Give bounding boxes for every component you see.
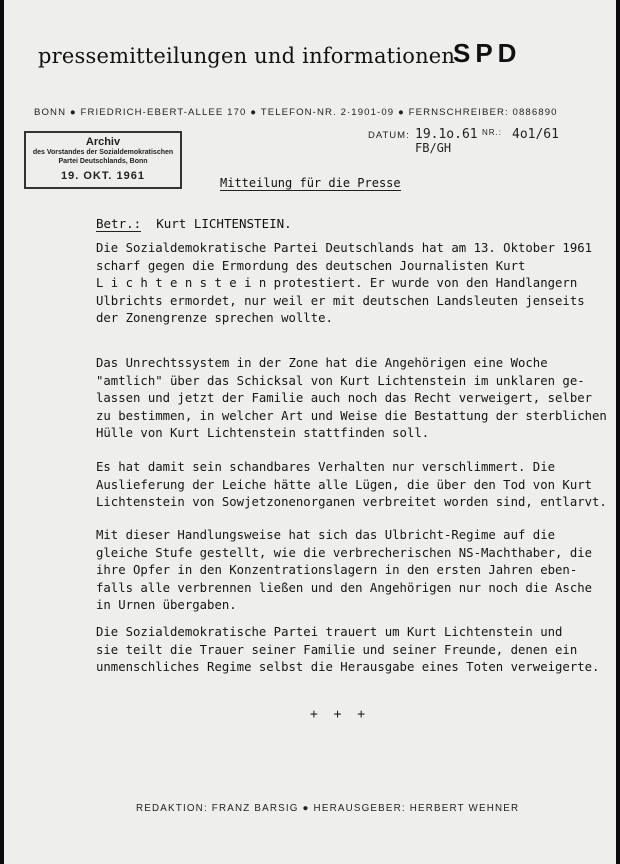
text-line: Die Sozialdemokratische Partei Deutschlands hat am 13. Oktober 1961 [96,241,593,255]
text-line: in Urnen übergaben. [96,598,237,613]
paragraph [96,624,599,677]
stamp-date: 19. OKT. 1961 [61,170,145,182]
number-label: NR.: [482,128,502,137]
letterhead-title: pressemitteilungen und informationen [38,44,456,68]
footer-credits: REDAKTION: FRANZ BARSIG ● HERAUSGEBER: HERBERT WEHNER [136,803,520,814]
stamp-title: Archiv [85,136,121,148]
subject-line: Mitteilung für die Presse [220,176,401,190]
text-line: Auslieferung der Leiche hätte alle Lügen, die über den Tod von Kurt [96,477,593,492]
paragraph [96,240,592,328]
archive-stamp [24,131,182,189]
date-value: 19.1o.61 [415,127,478,142]
stamp-line: des Vorstandes der Sozialdemokratischen [32,149,174,156]
text-line: Hülle von Kurt Lichtenstein stattfinden soll. [96,426,430,441]
stamp-line: Partei Deutschlands, Bonn [58,158,148,165]
paragraph [96,527,592,615]
text-line: Es hat damit sein schandbares Verhalten nur verschlimmert. Die [96,460,556,474]
text-line: falls alle verbrennen ließen und den Angehörigen nur noch die Asche [96,580,593,595]
text-line: Lichtenstein von Sowjetzonenorganen verbreitet worden sind, entlarvt. [96,495,607,510]
letterhead-address: BONN ● FRIEDRICH-EBERT-ALLEE 170 ● TELEFON-NR. 2·1901-09 ● FERNSCHREIBER: 0886890 [34,107,558,118]
text-line: Ulbrichts ermordet, nur weil er mit deutschen Landsleuten jenseits [96,293,585,308]
document-page [4,0,616,864]
text-line: der Zonengrenze sprechen wollte. [96,311,333,326]
spd-logo: SPD [453,38,522,68]
text-line: Mit dieser Handlungsweise hat sich das Ulbricht-Regime auf die [96,528,556,542]
text-line: Das Unrechtssystem in der Zone hat die Angehörigen eine Woche [96,356,548,370]
text-line: gleiche Stufe gestellt, wie die verbrecherischen NS-Machthaber, die [96,545,593,560]
betreff-label: Betr.: [96,216,142,231]
text-line: ihre Opfer in den Konzentrationslagern in den ersten Jahren eben- [96,563,578,578]
text-line: scharf gegen die Ermordung des deutschen Journalisten Kurt [96,258,526,273]
text-line: sie teilt die Trauer seiner Familie und seiner Freunde, denen ein [96,642,578,657]
end-marks: + + + [310,707,370,722]
text-line: Die Sozialdemokratische Partei trauert um Kurt Lichtenstein und [96,625,563,639]
date-label: DATUM: [368,130,410,141]
paragraph [96,355,607,443]
text-line: unmenschliches Regime selbst die Herausgabe eines Toten verweigerte. [96,660,600,675]
text-line: L i c h t e n s t e i n protestiert. Er wurde von den Handlangern [96,276,578,291]
betreff-line [96,216,292,231]
text-line: zu bestimmen, in welcher Art und Weise die Bestattung der sterblichen [96,408,607,423]
betreff-value: Kurt LICHTENSTEIN. [156,216,292,231]
text-line: "amtlich" über das Schicksal von Kurt Lichtenstein im unklaren ge- [96,373,585,388]
paragraph [96,459,607,512]
reference-code: FB/GH [415,141,452,155]
number-value: 4o1/61 [512,127,559,142]
text-line: lassen und jetzt der Familie auch noch das Recht verweigert, selber [96,391,593,406]
